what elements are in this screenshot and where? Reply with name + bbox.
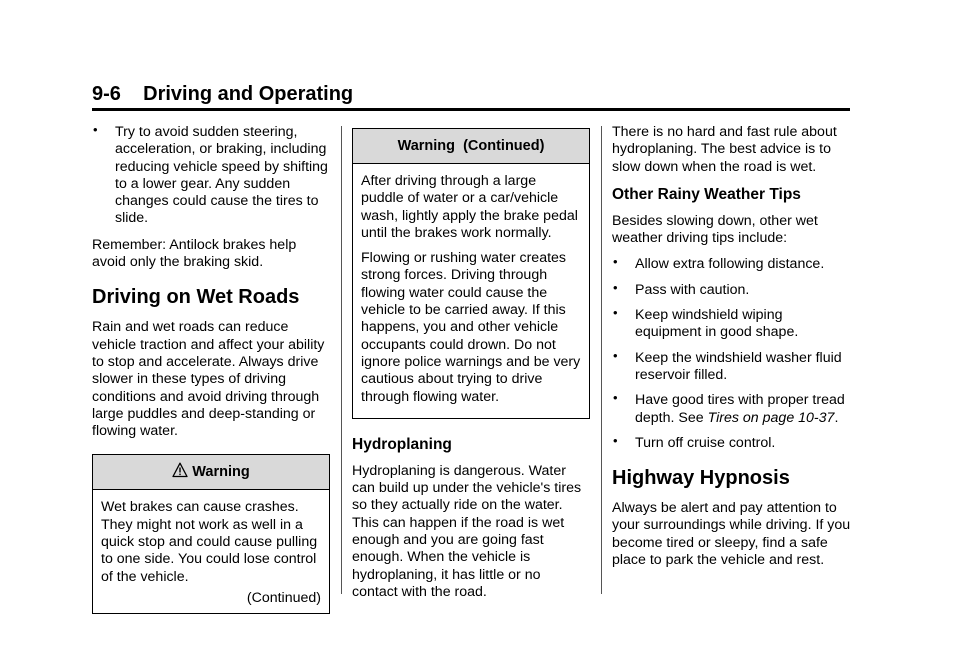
page-header [92,82,850,111]
column-3 [612,124,852,578]
section-heading-rainy-tips: Other Rainy Weather Tips [612,185,801,203]
warning-paragraph-2: Flowing or rushing water creates strong forces. Driving through flowing water could cause the vehicle to be carried away. If this happens, you and other vehicle occupants could drown. Do not ignore police warnings and be very cautious about trying to drive through flowing water. [361,250,581,405]
warning-continued-box [352,128,590,419]
warning-paragraph-1: After driving through a large puddle of water or a car/vehicle wash, lightly apply the brake pedal until the brakes work normally. [361,173,578,241]
column-2 [352,124,590,610]
list-item: • Pass with caution. [612,282,852,299]
rainy-tips-intro: Besides slowing down, other wet weather driving tips include: [612,212,818,247]
remember-note: Remember: Antilock brakes help avoid only the braking skid. [92,236,297,271]
warning-continued-body [353,164,589,418]
list-item: • Keep the windshield washer fluid reservoir filled. [612,350,852,385]
list-item [612,392,852,427]
column-divider-2 [601,126,602,594]
column-divider-1 [341,126,342,594]
warning-header [93,455,329,490]
tires-reference-link[interactable]: Tires on page 10-37 [707,409,835,426]
wet-roads-intro: Rain and wet roads can reduce vehicle traction and affect your ability to stop and accelerate. Always drive slower in these types of driving conditions and avoid driving through large puddles and deep-standing or flowing water. [92,319,325,440]
bullet-list-1 [92,124,330,228]
warning-text: Wet brakes can cause crashes. They might not work as well in a quick stop and could cause pulling to one side. You could lose control of the vehicle. [101,499,318,585]
warning-title: Warning [192,464,250,481]
section-heading-wet-roads: Driving on Wet Roads [92,286,300,309]
tires-bullet-text: Have good tires with proper tread depth. See [635,392,845,426]
hydroplaning-advice: There is no hard and fast rule about hydroplaning. The best advice is to slow down when the road is wet. [612,124,837,175]
list-item: • Allow extra following distance. [612,256,852,273]
section-heading-highway-hypnosis: Highway Hypnosis [612,467,790,490]
highway-hypnosis-text: Always be alert and pay attention to your surroundings while driving. If you become tired or sleepy, find a safe place to park the vehicle and rest. [612,500,851,569]
header-rule [92,108,850,111]
section-heading-hydroplaning: Hydroplaning [352,435,452,453]
hydroplaning-text: Hydroplaning is dangerous. Water can build up under the vehicle's tires so they actually ride on the water. This can happen if the road is wet enough and you are going fast enough. When the vehicle is hydroplaning, it has little or no contact with the road. [352,462,582,600]
tires-bullet-end: . [834,409,839,426]
page-title: 9-6 Driving and Operating [92,83,354,105]
list-item: • Try to avoid sudden steering, acceleration, or braking, including reducing vehicle speed by shifting to a lower gear. Any sudden changes could cause the tires to slide. [92,124,330,228]
column-1 [92,124,330,614]
warning-box [92,454,330,614]
warning-triangle-icon [172,462,188,478]
list-item: • Keep windshield wiping equipment in good shape. [612,307,852,342]
warning-continued-header: Warning (Continued) [353,129,589,164]
rainy-tips-list [612,256,852,452]
warning-body [93,490,329,613]
list-item: • Turn off cruise control. [612,435,852,452]
continued-label: (Continued) [246,589,321,606]
